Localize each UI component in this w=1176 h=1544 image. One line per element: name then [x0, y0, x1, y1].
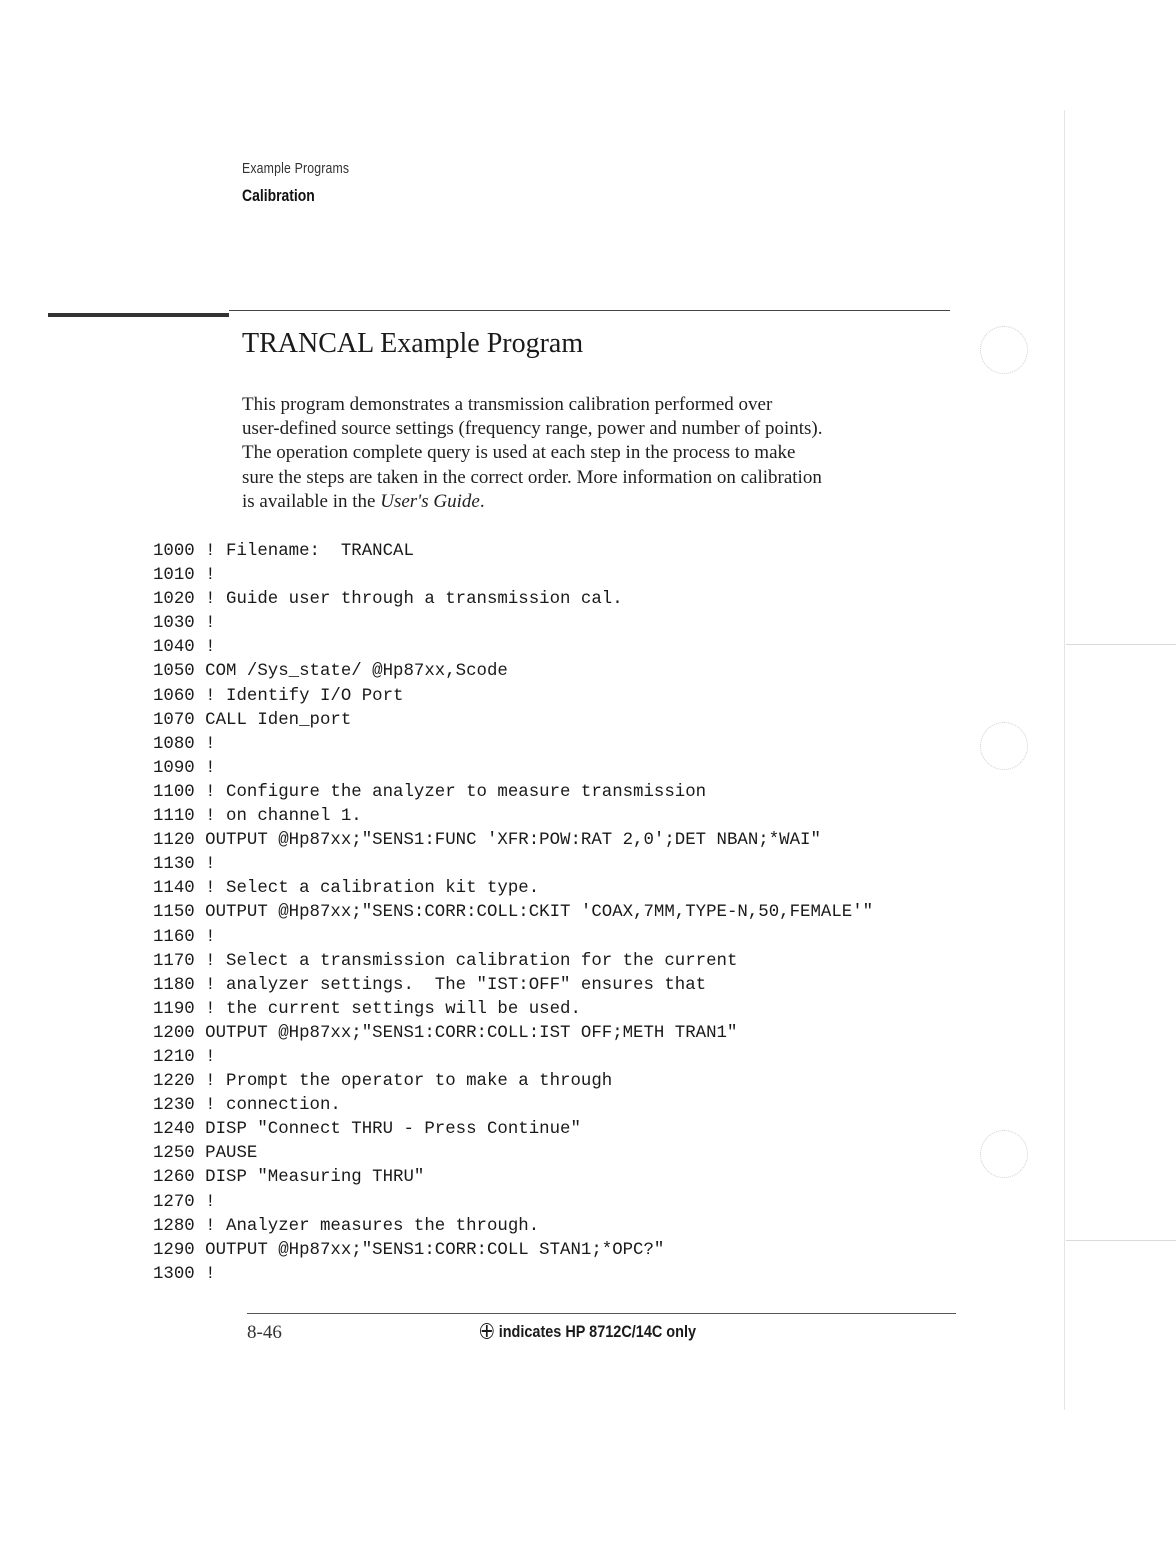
code-line: 1140 ! Select a calibration kit type.: [153, 879, 540, 899]
footer-rule: [247, 1313, 956, 1314]
code-line: 1130 !: [153, 855, 216, 875]
code-line: 1000 ! Filename: TRANCAL: [153, 542, 414, 561]
code-line: 1210 !: [153, 1047, 216, 1067]
code-line: 1190 ! the current settings will be used.: [153, 999, 581, 1019]
section-rule-thin: [229, 310, 950, 311]
users-guide-reference: User's Guide: [380, 490, 480, 512]
intro-text: is available in the: [242, 490, 381, 512]
code-line: 1250 PAUSE: [153, 1144, 258, 1164]
code-line: 1290 OUTPUT @Hp87xx;"SENS1:CORR:COLL STAN1;*OPC?": [153, 1240, 665, 1260]
intro-line: This program demonstrates a transmission calibration performed over: [242, 394, 773, 415]
code-line: 1010 !: [153, 566, 216, 586]
intro-line: sure the steps are taken in the correct order. More information on calibration: [242, 466, 822, 488]
code-line: 1120 OUTPUT @Hp87xx;"SENS1:FUNC 'XFR:POW:RAT 2,0';DET NBAN;*WAI": [153, 831, 821, 851]
running-header-title: Calibration: [242, 186, 315, 205]
punch-hole: [980, 722, 1028, 770]
code-line: 1150 OUTPUT @Hp87xx;"SENS:CORR:COLL:CKIT 'COAX,7MM,TYPE-N,50,FEMALE'": [153, 903, 874, 923]
code-line: 1110 ! on channel 1.: [153, 807, 362, 827]
page-number: 8-46: [247, 1322, 282, 1343]
code-line: 1260 DISP "Measuring THRU": [153, 1168, 425, 1188]
code-line: 1080 !: [153, 734, 216, 754]
code-line: 1040 !: [153, 638, 216, 658]
running-header-section: Example Programs: [242, 160, 350, 177]
intro-line-last: [242, 490, 962, 514]
code-line: 1220 ! Prompt the operator to make a through: [153, 1072, 613, 1092]
code-line: 1200 OUTPUT @Hp87xx;"SENS1:CORR:COLL:IST OFF;METH TRAN1": [153, 1023, 738, 1043]
code-line: 1230 ! connection.: [153, 1096, 341, 1116]
footer-note: [480, 1322, 696, 1342]
code-line: 1090 !: [153, 758, 216, 778]
code-line: 1160 !: [153, 927, 216, 947]
code-listing: [153, 540, 873, 1287]
section-rule-thick: [48, 313, 229, 317]
code-line: 1020 ! Guide user through a transmission cal.: [153, 590, 623, 610]
code-line: 1180 ! analyzer settings. The "IST:OFF" ensures that: [153, 975, 707, 995]
code-line: 1240 DISP "Connect THRU - Press Continue": [153, 1120, 581, 1140]
code-line: 1100 ! Configure the analyzer to measure transmission: [153, 782, 707, 802]
code-line: 1070 CALL Iden_port: [153, 710, 352, 730]
scan-artifact-line: [1066, 1240, 1176, 1241]
punch-hole: [980, 1130, 1028, 1178]
code-line: 1270 !: [153, 1192, 216, 1212]
intro-period: .: [479, 490, 485, 512]
hp-logo-icon: [480, 1323, 494, 1339]
code-line: 1060 ! Identify I/O Port: [153, 686, 404, 706]
code-line: 1050 COM /Sys_state/ @Hp87xx,Scode: [153, 662, 508, 682]
scan-artifact-line: [1066, 644, 1176, 645]
intro-line: user-defined source settings (frequency range, power and number of points).: [242, 418, 823, 440]
code-line: 1030 !: [153, 614, 216, 634]
punch-hole: [980, 326, 1028, 374]
code-line: 1300 !: [153, 1264, 216, 1284]
scan-margin-line: [1064, 110, 1065, 1410]
code-line: 1170 ! Select a transmission calibration for the current: [153, 951, 738, 971]
footer-note-text: indicates HP 8712C/14C only: [498, 1322, 697, 1341]
code-line: 1280 ! Analyzer measures the through.: [153, 1216, 540, 1236]
intro-line: The operation complete query is used at each step in the process to make: [242, 442, 796, 464]
intro-paragraph: [242, 393, 962, 514]
page-title: TRANCAL Example Program: [242, 328, 584, 359]
